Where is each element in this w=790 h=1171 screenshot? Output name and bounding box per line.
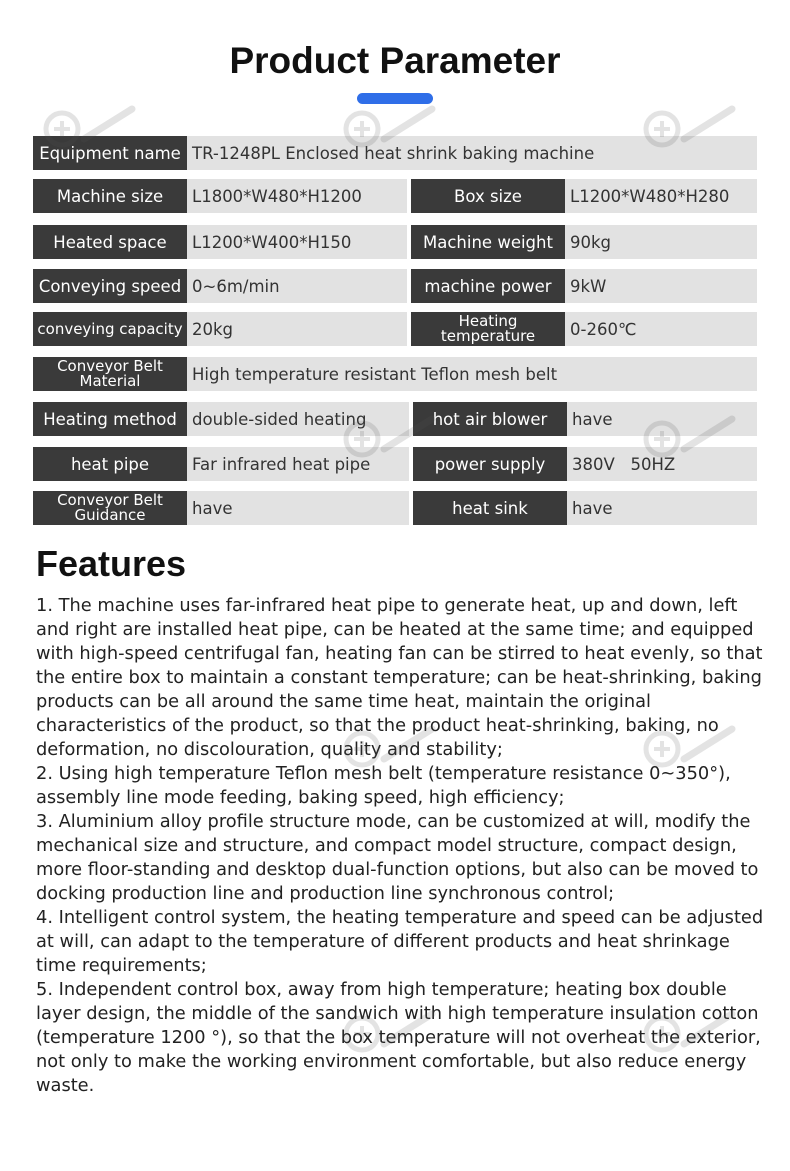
features-heading: Features xyxy=(36,543,187,584)
hot-air-blower-label: hot air blower xyxy=(413,402,567,436)
power-supply-label: power supply xyxy=(413,447,567,481)
param-row xyxy=(33,312,757,346)
machine-weight-value: 90kg xyxy=(565,225,757,259)
feature-item: 3. Aluminium alloy profile structure mode, can be customized at will, modify the mechanical size and structure, and compact model structure, compact design, more floor-standing and desktop dual-function options, but also can be moved to docking production line and production line synchronous control; xyxy=(36,811,759,904)
param-row xyxy=(33,491,757,525)
machine-size-value: L1800*W480*H1200 xyxy=(187,179,407,213)
conveyor-belt-material-label: Conveyor Belt Material xyxy=(33,357,187,391)
machine-power-value: 9kW xyxy=(565,269,757,303)
param-row xyxy=(33,179,757,213)
feature-item: 2. Using high temperature Teflon mesh belt (temperature resistance 0~350°), assembly line mode feeding, baking speed, high efficiency; xyxy=(36,763,731,808)
conveying-speed-value: 0~6m/min xyxy=(187,269,407,303)
conveying-speed-label: Conveying speed xyxy=(33,269,187,303)
box-size-label: Box size xyxy=(411,179,565,213)
param-row xyxy=(33,269,757,303)
power-supply-value: 380V 50HZ xyxy=(567,447,757,481)
heating-method-value: double-sided heating xyxy=(187,402,409,436)
machine-power-label: machine power xyxy=(411,269,565,303)
equipment-name-label: Equipment name xyxy=(33,136,187,170)
heat-sink-label: heat sink xyxy=(413,491,567,525)
title-accent-bar xyxy=(357,93,433,104)
heating-temperature-value: 0-260℃ xyxy=(565,312,757,346)
page-title: Product Parameter xyxy=(229,40,561,81)
equipment-name-value: TR-1248PL Enclosed heat shrink baking machine xyxy=(187,136,757,170)
conveyor-belt-guidance-value: have xyxy=(187,491,409,525)
conveyor-belt-guidance-label: Conveyor Belt Guidance xyxy=(33,491,187,525)
hot-air-blower-value: have xyxy=(567,402,757,436)
box-size-value: L1200*W480*H280 xyxy=(565,179,757,213)
feature-item: 1. The machine uses far-infrared heat pipe to generate heat, up and down, left and right are installed heat pipe, can be heated at the same time; and equipped with high-speed centrifugal fan, heating fan can be stirred to heat evenly, so that the entire box to maintain a constant temperature; can be heat-shrinking, baking products can be all around the same time heat, maintain the original characteristics of the product, so that the product heat-shrinking, baking, no deformation, no discolouration, quality and stability; xyxy=(36,595,763,760)
heating-method-label: Heating method xyxy=(33,402,187,436)
machine-size-label: Machine size xyxy=(33,179,187,213)
heated-space-label: Heated space xyxy=(33,225,187,259)
heating-temperature-label: Heating temperature xyxy=(411,312,565,346)
heat-pipe-label: heat pipe xyxy=(33,447,187,481)
param-row xyxy=(33,447,757,481)
machine-weight-label: Machine weight xyxy=(411,225,565,259)
conveying-capacity-value: 20kg xyxy=(187,312,407,346)
feature-item: 4. Intelligent control system, the heating temperature and speed can be adjusted at will, can adapt to the temperature of different products and heat shrinkage time requirements; xyxy=(36,907,764,976)
heated-space-value: L1200*W400*H150 xyxy=(187,225,407,259)
param-row xyxy=(33,402,757,436)
heat-pipe-value: Far infrared heat pipe xyxy=(187,447,409,481)
param-row xyxy=(33,136,757,170)
param-row xyxy=(33,357,757,391)
param-row xyxy=(33,225,757,259)
conveyor-belt-material-value: High temperature resistant Teflon mesh belt xyxy=(187,357,757,391)
features-list xyxy=(36,594,766,1098)
conveying-capacity-label: conveying capacity xyxy=(33,312,187,346)
feature-item: 5. Independent control box, away from high temperature; heating box double layer design, the middle of the sandwich with high temperature insulation cotton (temperature 1200 °), so that the box temperature will not overheat the exterior, not only to make the working environment comfortable, but also reduce energy waste. xyxy=(36,979,761,1096)
heat-sink-value: have xyxy=(567,491,757,525)
